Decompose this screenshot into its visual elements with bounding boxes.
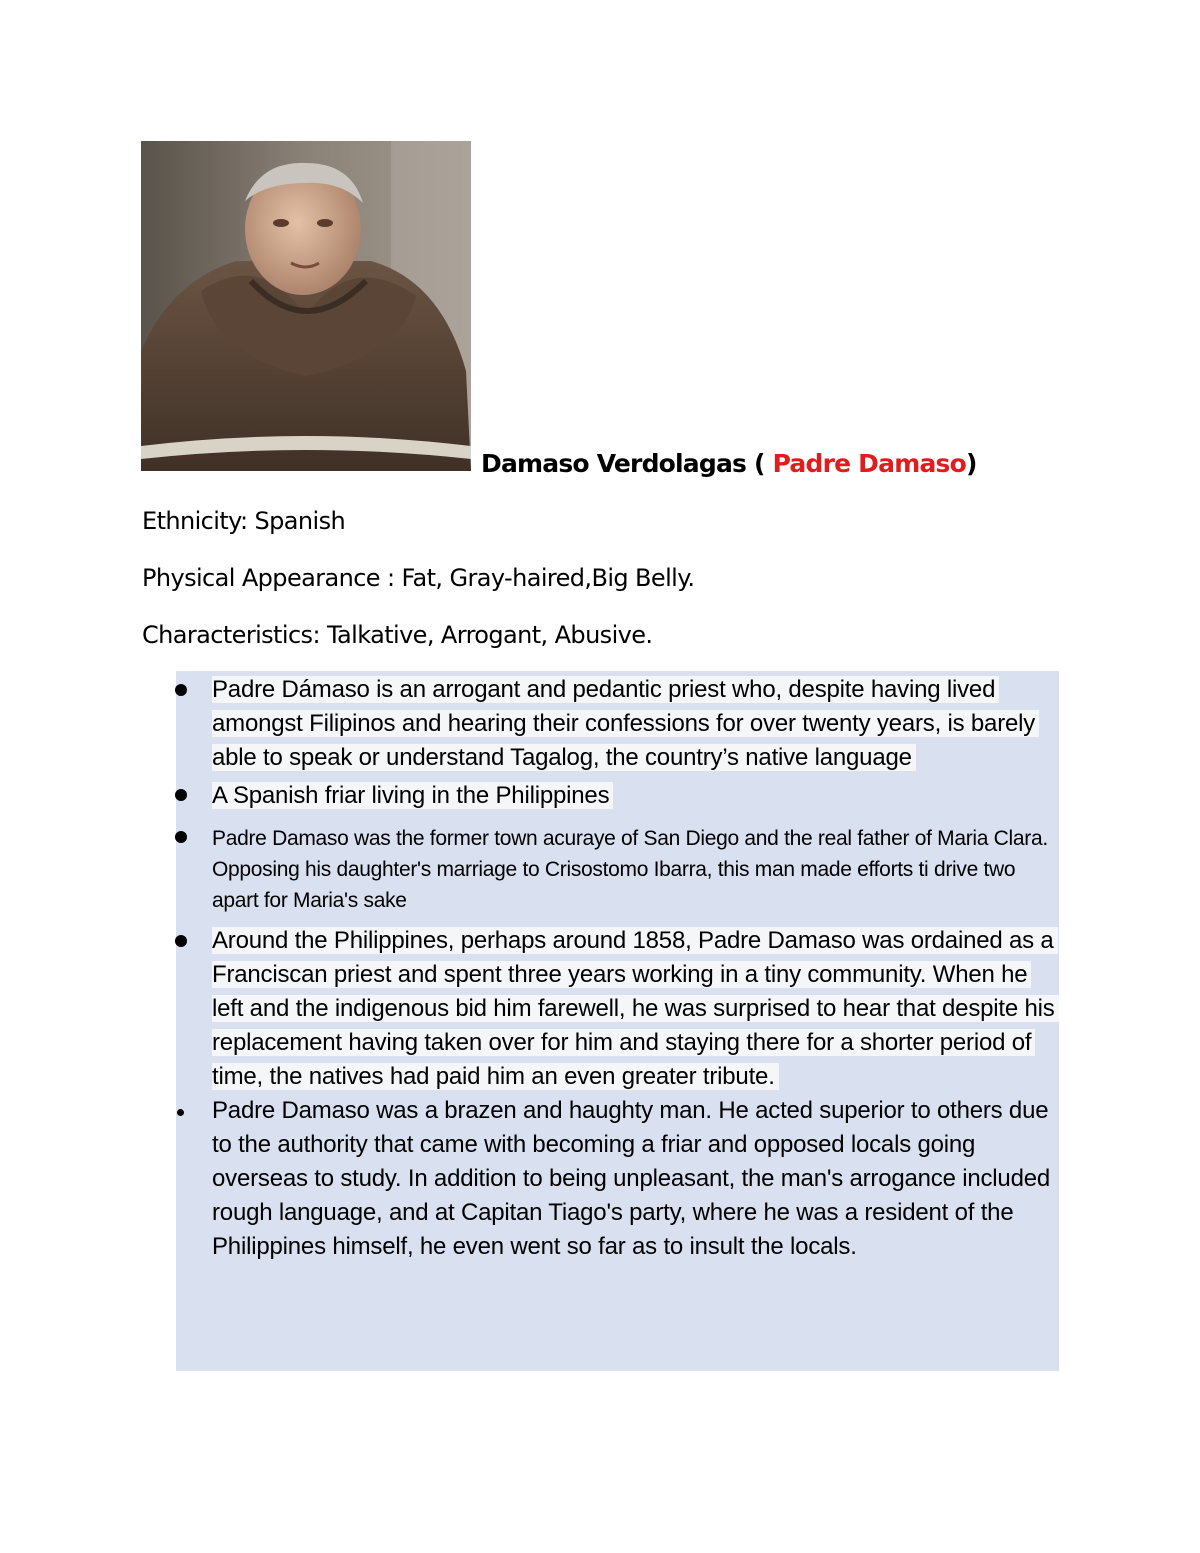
bullet-dot [175,789,187,801]
list-item [212,673,1062,775]
ethnicity-line: Ethnicity: Spanish [142,507,346,535]
character-alias: Padre Damaso [772,449,966,478]
bullet-dot [175,831,187,843]
list-item-text: Padre Dámaso is an arrogant and pedantic priest who, despite having lived amongst Filipinos and hearing their confessions for over twenty years, is barely able to speak or understand Tagalog, the country’s native language [212,676,1039,771]
list-item [212,823,1062,916]
list-item [212,779,1062,813]
bullet-list [212,671,1062,1264]
list-item [212,924,1062,1094]
list-item-text: A Spanish friar living in the Philippines [212,782,613,809]
list-item [212,1094,1062,1264]
character-title [481,449,977,478]
characteristics-line: Characteristics: Talkative, Arrogant, Abusive. [142,621,653,649]
title-close-paren: ) [965,449,977,478]
physical-appearance-line: Physical Appearance : Fat, Gray-haired,Big Belly. [142,564,695,592]
bullet-dot [175,684,187,696]
list-item-text: Padre Damaso was a brazen and haughty man. He acted superior to others due to the authority that came with becoming a friar and opposed locals going overseas to study. In addition to being unpleasant, the man's arrogance included rough language, and at Capitan Tiago's party, where he was a resident of the Philippines himself, he even went so far as to insult the locals. [212,1097,1051,1260]
bullet-dot [175,935,187,947]
list-item-text: Around the Philippines, perhaps around 1858, Padre Damaso was ordained as a Franciscan priest and spent three years working in a tiny community. When he left and the indigenous bid him farewell, he was surprised to hear that despite his replacement having taken over for him and staying there for a shorter period of time, the natives had paid him an even greater tribute. [212,927,1059,1090]
friar-portrait [141,141,471,471]
list-item-text: Padre Damaso was the former town acuraye of San Diego and the real father of Maria Clara. Opposing his daughter's marriage to Crisostomo Ibarra, this man made efforts ti drive two apart for Maria's sake [212,827,1048,912]
bullet-dot [177,1109,184,1116]
character-name: Damaso Verdolagas ( [481,449,773,478]
